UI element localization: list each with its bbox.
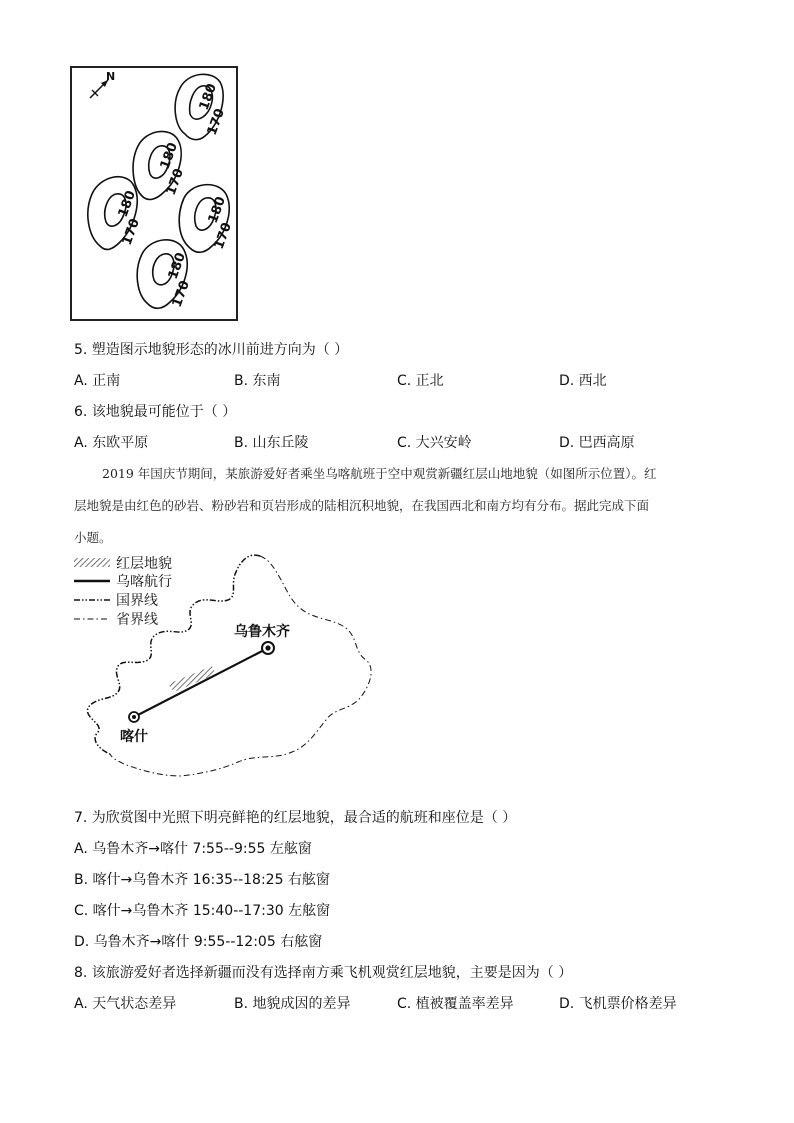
q5-option-a[interactable]: A. 正南 bbox=[74, 373, 121, 389]
q7-option-d[interactable]: D. 乌鲁木齐→喀什 9:55--12:05 右舷窗 bbox=[74, 934, 323, 950]
q6-option-b[interactable]: B. 山东丘陵 bbox=[234, 435, 309, 451]
legend-provincial-border: 省界线 bbox=[116, 612, 158, 628]
legend-national-border: 国界线 bbox=[116, 593, 158, 609]
kashgar-marker bbox=[129, 712, 139, 722]
q5-option-b[interactable]: B. 东南 bbox=[234, 373, 281, 389]
passage-line-2: 层地貌是由红色的砂岩、粉砂岩和页岩形成的陆相沉积地貌，在我国西北和南方均有分布。据此完成下面 bbox=[74, 498, 650, 513]
city-kashgar-label: 喀什 bbox=[120, 729, 148, 745]
flight-route bbox=[134, 648, 268, 717]
q8-option-d[interactable]: D. 飞机票价格差异 bbox=[559, 996, 677, 1012]
contour-label-outer: 170 bbox=[169, 278, 194, 310]
contour-label-outer: 170 bbox=[204, 106, 229, 138]
contour-label-inner: 180 bbox=[115, 188, 140, 220]
map-legend bbox=[74, 555, 172, 628]
q7-option-a[interactable]: A. 乌鲁木齐→喀什 7:55--9:55 左舷窗 bbox=[74, 841, 312, 857]
xinjiang-map-figure bbox=[70, 548, 390, 788]
city-urumqi-label: 乌鲁木齐 bbox=[234, 624, 290, 640]
national-border bbox=[87, 555, 260, 754]
q7-option-c[interactable]: C. 喀什→乌鲁木齐 15:40--17:30 左舷窗 bbox=[74, 903, 331, 919]
question-6-stem: 6. 该地貌最可能位于（ ） bbox=[74, 404, 237, 420]
contour-label-outer: 170 bbox=[163, 166, 188, 198]
contour-label-inner: 180 bbox=[205, 194, 230, 226]
contour-label-inner: 180 bbox=[157, 140, 182, 172]
drumlin-contour-figure bbox=[70, 66, 240, 322]
legend-hatch-swatch bbox=[74, 558, 110, 567]
legend-red-bed: 红层地貌 bbox=[116, 556, 172, 572]
contour-label-inner: 180 bbox=[165, 250, 190, 282]
question-5-stem: 5. 塑造图示地貌形态的冰川前进方向为（ ） bbox=[74, 342, 349, 358]
question-8-stem: 8. 该旅游爱好者选择新疆而没有选择南方乘飞机观赏红层地貌，主要是因为（ ） bbox=[74, 965, 573, 981]
q5-option-d[interactable]: D. 西北 bbox=[559, 373, 607, 389]
passage-line-1: 2019 年国庆节期间，某旅游爱好者乘坐乌喀航班于空中观赏新疆红层山地地貌（如图所示位置）。红 bbox=[102, 466, 657, 481]
q5-option-c[interactable]: C. 正北 bbox=[397, 373, 444, 389]
contour-label-inner: 180 bbox=[196, 81, 221, 113]
contour-label-outer: 170 bbox=[211, 220, 236, 252]
q8-option-a[interactable]: A. 天气状态差异 bbox=[74, 996, 177, 1012]
q6-option-a[interactable]: A. 东欧平原 bbox=[74, 435, 149, 451]
north-label: N bbox=[106, 70, 116, 83]
question-7-stem: 7. 为欣赏图中光照下明亮鲜艳的红层地貌，最合适的航班和座位是（ ） bbox=[74, 810, 517, 826]
q6-option-c[interactable]: C. 大兴安岭 bbox=[397, 435, 472, 451]
urumqi-marker bbox=[262, 642, 274, 654]
q6-option-d[interactable]: D. 巴西高原 bbox=[559, 435, 635, 451]
q8-option-b[interactable]: B. 地貌成因的差异 bbox=[234, 996, 351, 1012]
q8-option-c[interactable]: C. 植被覆盖率差异 bbox=[397, 996, 514, 1012]
contour-label-outer: 170 bbox=[119, 216, 144, 248]
passage-line-3: 小题。 bbox=[74, 530, 112, 545]
q7-option-b[interactable]: B. 喀什→乌鲁木齐 16:35--18:25 右舷窗 bbox=[74, 872, 330, 888]
legend-flight: 乌喀航行 bbox=[116, 574, 172, 590]
